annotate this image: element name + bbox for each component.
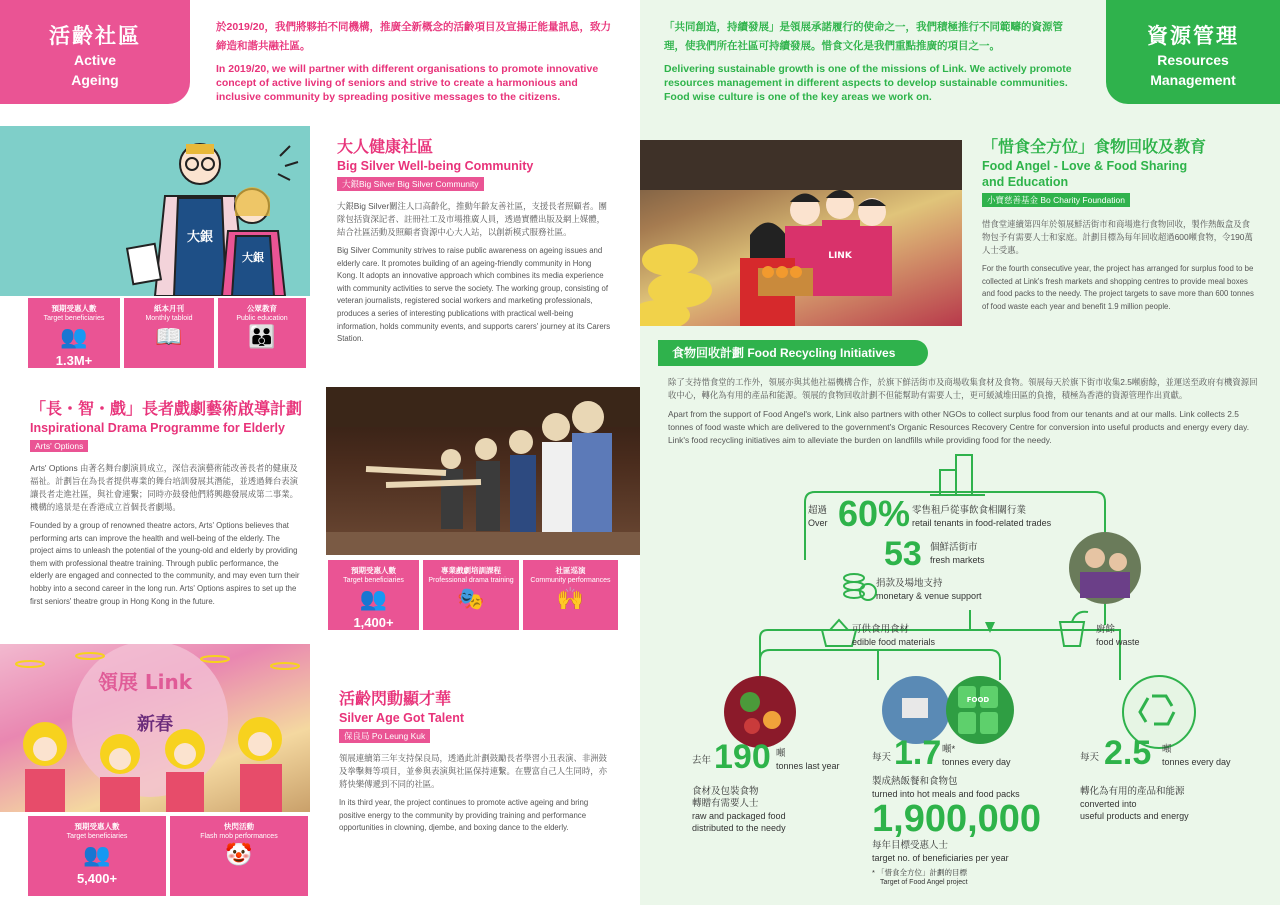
drama-title-en: Inspirational Drama Programme for Elderly — [30, 421, 285, 435]
food-pack-photo-circle — [946, 676, 1014, 744]
building-icon — [930, 455, 985, 495]
markets-zh: 個鮮活街市 — [930, 542, 978, 553]
big-silver-article — [337, 138, 613, 346]
stat-label-en: Community performances — [530, 577, 611, 584]
edible-en: edible food materials — [852, 637, 936, 647]
daily-zh: 每天 — [872, 752, 892, 763]
food-pack-label: FOOD — [966, 696, 990, 704]
big-silver-illustration — [0, 126, 310, 296]
pct-label — [912, 505, 1051, 529]
daily-value: 1.7 — [894, 734, 942, 772]
big-silver-body-zh: 大銀Big Silver關注人口高齡化，推動年齡友善社區，支援長者照顧者。團隊包括資深記者、註冊社工及市場推廣人員，透過實體出版及網上媒體，結合社區活動及照顧者資源中心大人站，以創新模式服務社區。 — [337, 201, 607, 237]
talent-body-zh: 領展連續第三年支持保良局，透過此計劃鼓勵長者學習小丑表演、非洲鼓及拳擊舞等項目，並參與表演與社區保持連繫。在豐富自己人生同時，亦將快樂傳遞到不同的社區。 — [339, 753, 607, 789]
food-angel-body-en: For the fourth consecutive year, the project has arranged for surplus food to be collected at Link's fresh markets and shopping centres to provide meal boxes and food packs to the needy. The project targets to save more than 600 tonnes of food waste each year and benefit 1.9 million people. — [982, 264, 1254, 311]
big-silver-tag: 大銀Big Silver Big Silver Community — [337, 177, 484, 191]
edible-zh: 可供食用食材 — [852, 624, 910, 635]
stat-beneficiaries — [28, 816, 166, 896]
markets-en: fresh markets — [930, 555, 985, 565]
apron-text-2: 大銀 — [242, 251, 264, 264]
support-en: monetary & venue support — [876, 591, 982, 601]
converted-zh: 轉化為有用的產品和能源 — [1080, 786, 1185, 797]
talent-article — [339, 690, 613, 835]
waste-en: food waste — [1096, 637, 1140, 647]
section-tab-active-ageing — [0, 0, 190, 104]
talent-stats — [28, 816, 308, 896]
stat-label-zh: 專業戲劇培訓課程 — [441, 566, 501, 575]
tab-title-zh: 資源管理 — [1147, 25, 1239, 48]
tab-title-en-2: Ageing — [71, 72, 119, 88]
clown-icon: 🤡 — [225, 842, 253, 867]
over-zh: 超過 — [808, 505, 828, 516]
pct-en: retail tenants in food-related trades — [912, 518, 1052, 528]
apron-text: 大銀 — [186, 230, 214, 245]
volunteers-photo — [640, 140, 962, 326]
big-silver-stats — [28, 298, 306, 368]
big-silver-title-zh: 大人健康社區 — [337, 139, 434, 156]
food-angel-title-zh: 「惜食全方位」食物回收及教育 — [982, 139, 1207, 156]
stage-performers — [326, 387, 640, 555]
talent-body-en: In its third year, the project continues to promote active ageing and bring positive energy to the community by providing training and performance opportunities in clowning, djembe, and boxing dance to the elderly. — [339, 798, 589, 833]
stat-label-en: Target beneficiaries — [343, 577, 404, 584]
meals-zh: 製成熱飯餐和食物包 — [872, 776, 958, 787]
talent-title-en: Silver Age Got Talent — [339, 711, 465, 725]
intro-zh: 「共同創造，持續發展」是領展承諾履行的使命之一，我們積極推行不同範疇的資源管理，使我們所在社區可持續發展。惜食文化是我們重點推廣的項目之一。 — [664, 21, 1063, 52]
stat-label-zh: 紙本月刊 — [154, 304, 184, 313]
unit-zh: 噸 — [776, 748, 786, 759]
people-icon: 👥 — [60, 324, 88, 349]
pct-value: 60% — [838, 493, 911, 534]
people-icon: 👥 — [83, 842, 111, 867]
unit-zh: 噸 — [1162, 744, 1172, 755]
tab-title-zh: 活齡社區 — [49, 25, 141, 48]
intro-active-ageing — [216, 18, 616, 104]
meals-label — [872, 776, 1020, 800]
support-zh: 捐款及場地支持 — [876, 578, 943, 589]
waste-daily-unit — [1162, 744, 1231, 768]
intro-zh: 於2019/20，我們將夥拍不同機構，推廣全新概念的活齡項目及宣揚正能量訊息，致力締造和諧共融社區。 — [216, 21, 611, 52]
stat-label-en: Target beneficiaries — [43, 315, 105, 322]
daily-unit — [942, 744, 1011, 768]
talent-tag: 保良局 Po Leung Kuk — [339, 729, 430, 743]
food-angel-article — [982, 138, 1258, 313]
stat-label-zh: 快閃活動 — [224, 822, 254, 831]
drama-body-en: Founded by a group of renowned theatre actors, Arts' Options believes that performing arts can improve the health and well-being of the elderly. The project aims to unleash the potential of the young-old and elderly by providing them with professional theatre training. Through public performance, the elderly are engaged and connected to the community, and may even turn their hobby into a second career in the long run. Arts' Options aspires to set up the first seniors' theatre group in Hong Kong in the future. — [30, 521, 300, 606]
footnote — [872, 868, 968, 888]
big-silver-title-en: Big Silver Well-being Community — [337, 159, 534, 173]
converted-en: converted into — [1080, 799, 1137, 809]
waste-label — [1096, 624, 1140, 648]
talent-title-zh: 活齡閃動顯才華 — [339, 691, 452, 708]
raw-food-label — [692, 786, 786, 834]
waste-daily-zh: 每天 — [1080, 752, 1100, 763]
stat-flash-mob — [170, 816, 308, 896]
footnote-en: Target of Food Angel project — [880, 879, 968, 886]
book-icon: 📖 — [155, 324, 183, 349]
unit-zh: 噸* — [942, 744, 956, 755]
stat-label-zh: 預期受惠人數 — [74, 822, 120, 831]
stat-label-en: Professional drama training — [428, 577, 514, 584]
stat-label-en: Monthly tabloid — [145, 315, 193, 322]
food-angel-tag: 小寶慈善基金 Bo Charity Foundation — [982, 193, 1130, 207]
raw-en: raw and packaged food — [692, 811, 786, 821]
stat-label-zh: 預期受惠人數 — [51, 304, 97, 313]
converted-label — [1080, 786, 1189, 822]
stat-label-en: Target beneficiaries — [66, 833, 128, 840]
clown-performers — [0, 644, 310, 812]
people-icon: 👥 — [359, 586, 388, 611]
ben-zh: 每年目標受惠人士 — [872, 840, 949, 851]
stat-label-en: Flash mob performances — [200, 833, 278, 840]
food-angel-title-en-1: Food Angel - Love & Food Sharing — [982, 159, 1188, 173]
drama-tag: Arts' Options — [30, 440, 88, 452]
waste-daily-value: 2.5 — [1104, 734, 1152, 772]
last-year-zh: 去年 — [692, 755, 712, 766]
markets-label — [930, 542, 985, 566]
stat-label-zh: 公眾教育 — [247, 304, 277, 313]
converted-en-2: useful products and energy — [1080, 811, 1189, 821]
vest-text: LINK — [828, 251, 852, 261]
meals-en: turned into hot meals and food packs — [872, 789, 1020, 799]
markets-value: 53 — [884, 535, 922, 573]
food-angel-body-zh: 惜食堂連續第四年於領展鮮活街市和商場進行食物回收，製作熱飯盒及食物包予有需要人士和家庭。計劃目標為每年回收超過600噸食物，令190萬人士受惠。 — [982, 219, 1253, 255]
stat-label-zh: 預期受惠人數 — [351, 566, 396, 575]
intro-en: In 2019/20, we will partner with different organisations to promote innovative concept of active living of seniors and strive to create a harmonious and inclusive community by spreading positive messages to the citizens. — [216, 63, 599, 103]
recycling-body-zh: 除了支持惜食堂的工作外，領展亦與其他社福機構合作，於旗下鮮活街市及商場收集食材及食物。領展每天於旗下街市收集2.5噸廚餘，並運送至政府有機資源回收中心，轉化為有用的產品和能源。領展的食物回收計劃不但能幫助有需要人士，更可緩減堆田區的負擔，積極為香港的資源管理作出貢獻。 — [668, 377, 1258, 400]
stat-tabloid — [124, 298, 214, 368]
group-icon: 👪 — [248, 324, 276, 349]
unit-en: tonnes every day — [942, 757, 1011, 767]
last-year-value: 190 — [714, 738, 771, 776]
stat-drama-training — [423, 560, 519, 630]
recycling-body-en: Apart from the support of Food Angel's work, Link also partners with other NGOs to collect surplus food from our tenants and at our malls. Link collects 2.5 tonnes of food waste which are delivered to the government's Organic Resources Recovery Centre for conversion into useful products and energy every day. Link's food recycling initiatives aim to alleviate the burden on landfills while providing food for the needy. — [668, 409, 1250, 445]
drama-photo — [326, 387, 640, 555]
photo-sign-text: 領展 Link — [97, 670, 193, 694]
talent-photo — [0, 644, 310, 812]
section-tab-resources-management — [1106, 0, 1280, 104]
photo-sign-text-2: 新春 — [137, 714, 173, 735]
stat-value: 5,400+ — [76, 871, 118, 886]
unit-en: tonnes last year — [776, 761, 840, 771]
over-label — [808, 505, 828, 529]
pct-zh: 零售租戶從事飲食相關行業 — [912, 505, 1027, 516]
footnote-zh: * 「惜食全方位」計劃的目標 — [872, 868, 968, 877]
waste-zh: 廚餘 — [1096, 624, 1116, 635]
stat-value: 1.3M+ — [55, 353, 93, 368]
compost-bin-icon — [1060, 612, 1088, 646]
raw-zh-2: 轉贈有需要人士 — [692, 798, 759, 809]
support-label — [876, 578, 982, 602]
stat-beneficiaries — [28, 298, 120, 368]
intro-en: Delivering sustainable growth is one of the missions of Link. We actively promote resources management in different aspects to develop sustainable communities. Food wise culture is one of the key areas we work on. — [664, 63, 1072, 103]
unit-en: tonnes every day — [1162, 757, 1231, 767]
food-recycling-article — [668, 376, 1260, 447]
food-recycling-header: 食物回收計劃 Food Recycling Initiatives — [658, 340, 928, 366]
drama-title-zh: 「長・智・戲」長者戲劇藝術啟導計劃 — [30, 401, 303, 418]
beneficiaries-value: 1,900,000 — [872, 798, 1042, 840]
over-en: Over — [808, 518, 828, 528]
drama-article — [30, 400, 302, 608]
performers-icon: 🙌 — [556, 586, 585, 611]
tab-title-en-2: Management — [1150, 72, 1236, 88]
raw-zh: 食材及包裝食物 — [692, 786, 759, 797]
stat-value: 1,400+ — [353, 615, 394, 630]
couple-illustration — [0, 126, 310, 296]
food-angel-photo — [640, 140, 962, 326]
food-angel-title-en-2: and Education — [982, 175, 1069, 189]
basket-icon — [822, 620, 856, 646]
intro-resources — [664, 18, 1074, 104]
stat-community-performances — [523, 560, 618, 630]
big-silver-body-en: Big Silver Community strives to raise public awareness on ageing issues and elderly care. It promotes building of an ageing-friendly community in Hong Kong. It adopts an innovative approach which combines its media experience with community activities to serve the society. The working group, consisting of veteran journalists, registered social workers and marketing professionals, produces a series of interesting publications with practical well-being information, holds community events, and supports carers' journey at its Carers Station. — [337, 246, 611, 344]
ben-en: target no. of beneficiaries per year — [872, 853, 1009, 863]
stat-beneficiaries — [328, 560, 419, 630]
drama-stats — [328, 560, 618, 630]
tab-title-en-1: Active — [73, 52, 117, 68]
edible-label — [852, 624, 935, 648]
tab-title-en-1: Resources — [1157, 52, 1229, 68]
stat-education — [218, 298, 306, 368]
theatre-masks-icon: 🎭 — [457, 586, 485, 611]
beneficiaries-label — [872, 840, 1009, 864]
drama-body-zh: Arts' Options 由著名舞台劇演員成立，深信表演藝術能改善長者的健康及福祉。計劃旨在為長者提供專業的舞台培訓發展其潛能，並透過舞台表演讓長者走進社區，與社會連繫；同時亦鼓發他們將興趣發展成第二事業。機構的遠景是在香港成立首個長者劇場。 — [30, 463, 298, 512]
last-year-unit — [776, 748, 840, 772]
money-icon — [844, 574, 876, 600]
stat-label-en: Public education — [236, 315, 288, 322]
stat-label-zh: 社區巡演 — [555, 566, 586, 575]
raw-en-2: distributed to the needy — [692, 823, 786, 833]
